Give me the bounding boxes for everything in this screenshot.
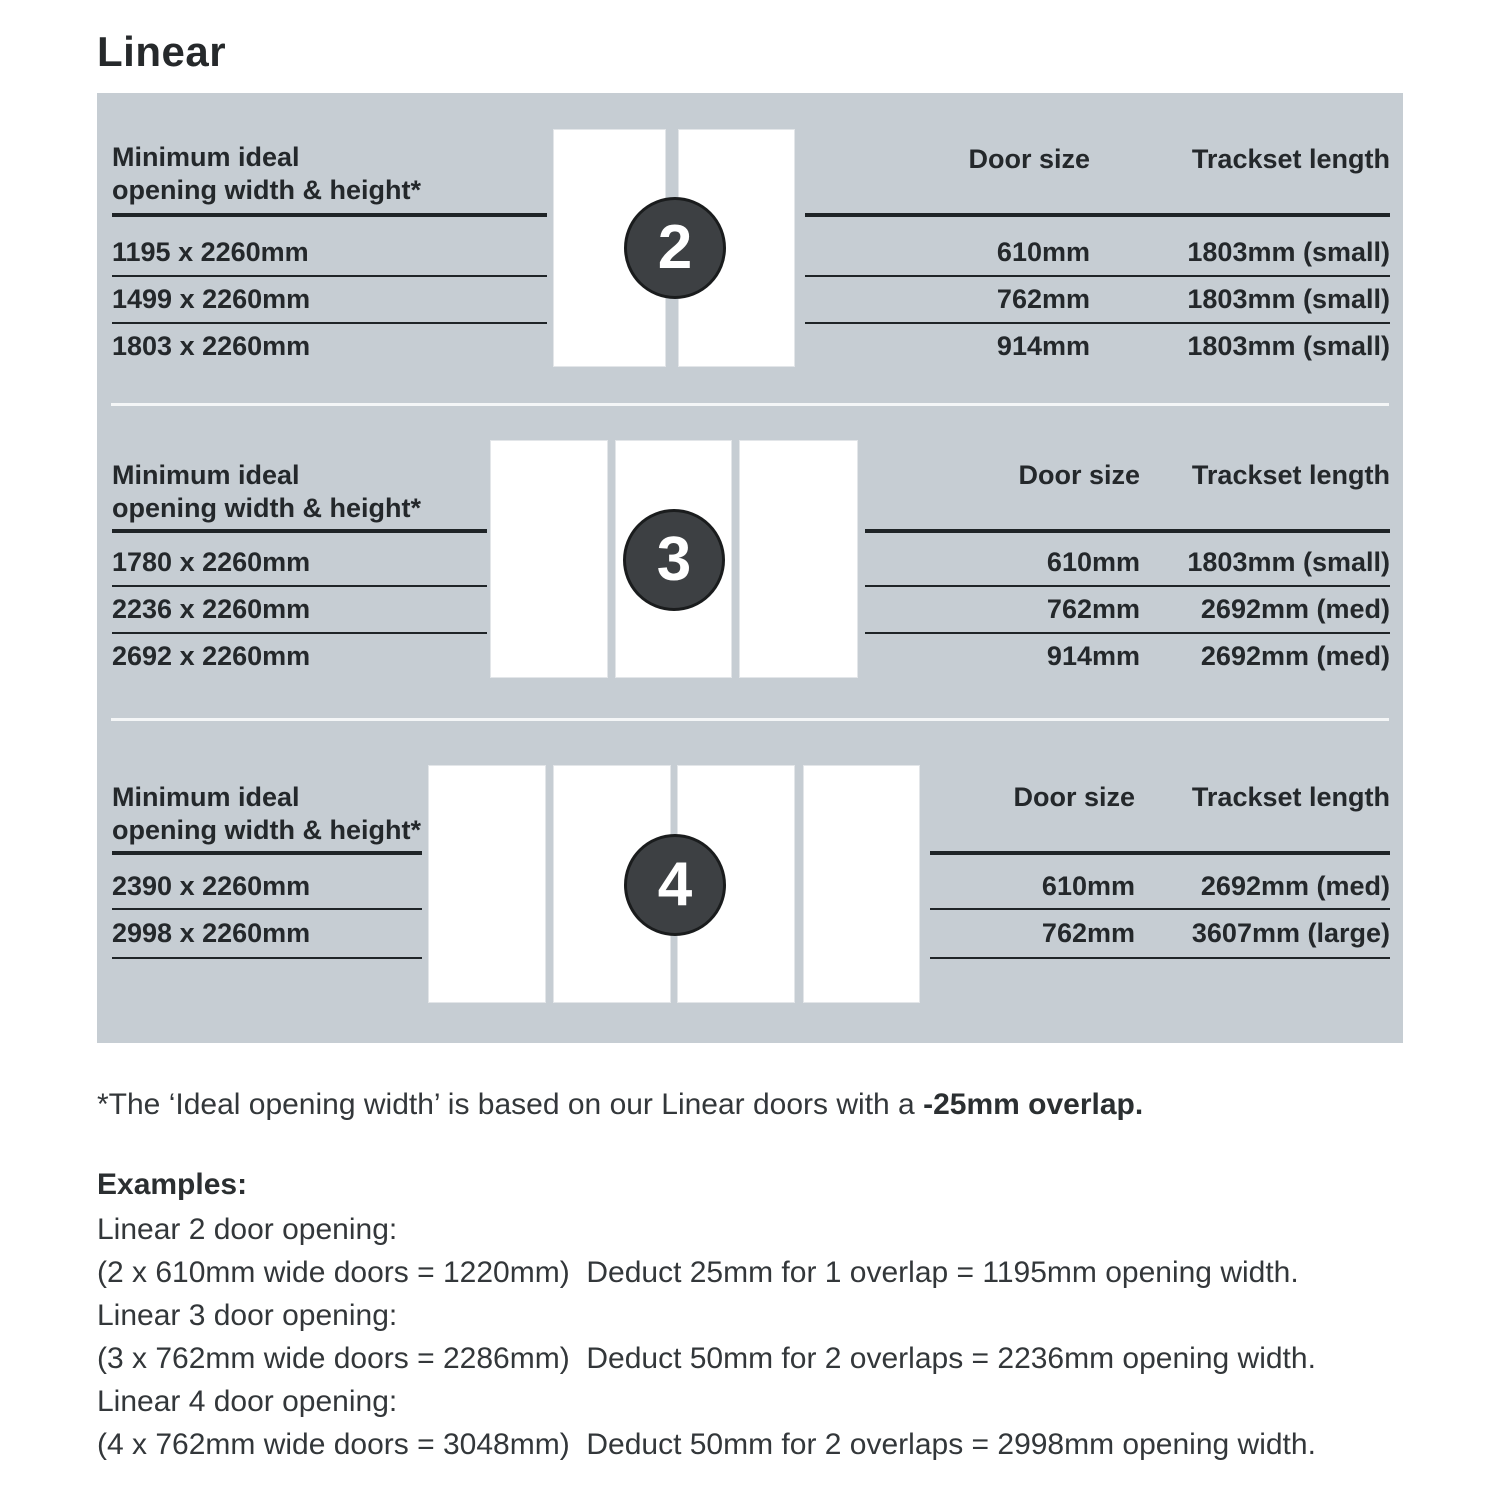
table-row xyxy=(865,640,1390,672)
header-line1: Minimum ideal xyxy=(112,782,300,812)
door-size-col-header: Door size xyxy=(1018,460,1140,490)
table-row xyxy=(865,593,1390,625)
table-rule xyxy=(112,957,422,959)
door-size-col-header: Door size xyxy=(968,144,1090,174)
door-size-col-header: Door size xyxy=(1013,782,1135,812)
header-line2: opening width & height* xyxy=(112,493,421,523)
table-rule xyxy=(805,275,1390,277)
trackset-value: 1803mm (small) xyxy=(1187,284,1390,314)
table-row xyxy=(930,870,1390,902)
trackset-value: 1803mm (small) xyxy=(1187,547,1390,577)
trackset-value: 1803mm (small) xyxy=(1187,237,1390,267)
door-size-value: 762mm xyxy=(996,284,1090,314)
table-rule xyxy=(930,957,1390,959)
table-rule xyxy=(112,908,422,910)
door-count-badge xyxy=(623,509,725,611)
opening-value: 2390 x 2260mm xyxy=(112,871,311,901)
examples-block xyxy=(97,1163,1316,1466)
door-size-value: 762mm xyxy=(1041,918,1135,948)
table-row xyxy=(865,546,1390,578)
example-detail: (3 x 762mm wide doors = 2286mm) Deduct 50mm for 2 overlaps = 2236mm opening width. xyxy=(97,1342,1316,1375)
table-rule xyxy=(112,851,422,855)
header-line1: Minimum ideal xyxy=(112,460,300,490)
trackset-col-header: Trackset length xyxy=(1191,460,1390,490)
table-rule xyxy=(805,213,1390,217)
example-detail: (4 x 762mm wide doors = 3048mm) Deduct 50mm for 2 overlaps = 2998mm opening width. xyxy=(97,1428,1316,1461)
door-size-value: 762mm xyxy=(1046,594,1140,624)
table-rule xyxy=(865,529,1390,533)
opening-value: 2692 x 2260mm xyxy=(112,641,311,671)
trackset-value: 1803mm (small) xyxy=(1187,331,1390,361)
door-panel xyxy=(739,440,858,678)
badge-number: 4 xyxy=(657,850,693,919)
linear-spec-panel xyxy=(97,93,1403,1043)
section-divider xyxy=(111,718,1389,721)
door-count-badge xyxy=(624,197,726,299)
header-line2: opening width & height* xyxy=(112,815,421,845)
opening-value: 2998 x 2260mm xyxy=(112,918,311,948)
opening-value: 2236 x 2260mm xyxy=(112,594,311,624)
right-table-header xyxy=(930,781,1390,813)
opening-value: 1780 x 2260mm xyxy=(112,547,311,577)
table-rule xyxy=(112,275,547,277)
footnote xyxy=(97,1088,1143,1122)
badge-number: 2 xyxy=(657,213,693,282)
table-rule xyxy=(112,213,547,217)
door-size-value: 610mm xyxy=(1041,871,1135,901)
page-title: Linear xyxy=(97,28,227,75)
door-size-value: 914mm xyxy=(1046,641,1140,671)
door-panel xyxy=(428,765,546,1003)
table-rule xyxy=(112,585,487,587)
table-row xyxy=(930,917,1390,949)
example-label: Linear 3 door opening: xyxy=(97,1299,398,1332)
header-line2: opening width & height* xyxy=(112,175,421,205)
examples-heading: Examples: xyxy=(97,1168,248,1201)
table-rule xyxy=(865,632,1390,634)
footnote-bold: -25mm overlap. xyxy=(923,1088,1144,1121)
table-rule xyxy=(112,322,547,324)
door-count-badge xyxy=(624,834,726,936)
trackset-value: 2692mm (med) xyxy=(1200,641,1390,671)
table-row xyxy=(805,283,1390,315)
right-table-header xyxy=(865,459,1390,491)
trackset-value: 2692mm (med) xyxy=(1200,871,1390,901)
opening-value: 1803 x 2260mm xyxy=(112,331,311,361)
trackset-value: 3607mm (large) xyxy=(1191,918,1390,948)
table-rule xyxy=(930,908,1390,910)
table-rule xyxy=(865,585,1390,587)
section-divider xyxy=(111,403,1389,406)
example-detail: (2 x 610mm wide doors = 1220mm) Deduct 25mm for 1 overlap = 1195mm opening width. xyxy=(97,1256,1299,1289)
example-label: Linear 2 door opening: xyxy=(97,1213,398,1246)
door-size-value: 914mm xyxy=(996,331,1090,361)
right-table-header xyxy=(805,143,1390,175)
table-rule xyxy=(112,529,487,533)
section3-opening-header xyxy=(112,459,487,525)
table-rule xyxy=(805,322,1390,324)
trackset-value: 2692mm (med) xyxy=(1200,594,1390,624)
section2-opening-header xyxy=(112,141,547,207)
door-size-value: 610mm xyxy=(1046,547,1140,577)
table-row xyxy=(805,330,1390,362)
example-label: Linear 4 door opening: xyxy=(97,1385,398,1418)
table-rule xyxy=(112,632,487,634)
opening-value: 1195 x 2260mm xyxy=(112,237,309,267)
door-panel xyxy=(803,765,920,1003)
opening-value: 1499 x 2260mm xyxy=(112,284,311,314)
door-size-value: 610mm xyxy=(996,237,1090,267)
table-rule xyxy=(930,851,1390,855)
door-panel xyxy=(490,440,608,678)
badge-number: 3 xyxy=(656,525,692,594)
header-line1: Minimum ideal xyxy=(112,142,300,172)
footnote-text: *The ‘Ideal opening width’ is based on our Linear doors with a xyxy=(97,1088,924,1121)
trackset-col-header: Trackset length xyxy=(1191,782,1390,812)
trackset-col-header: Trackset length xyxy=(1191,144,1390,174)
table-row xyxy=(805,236,1390,268)
section4-opening-header xyxy=(112,781,422,847)
